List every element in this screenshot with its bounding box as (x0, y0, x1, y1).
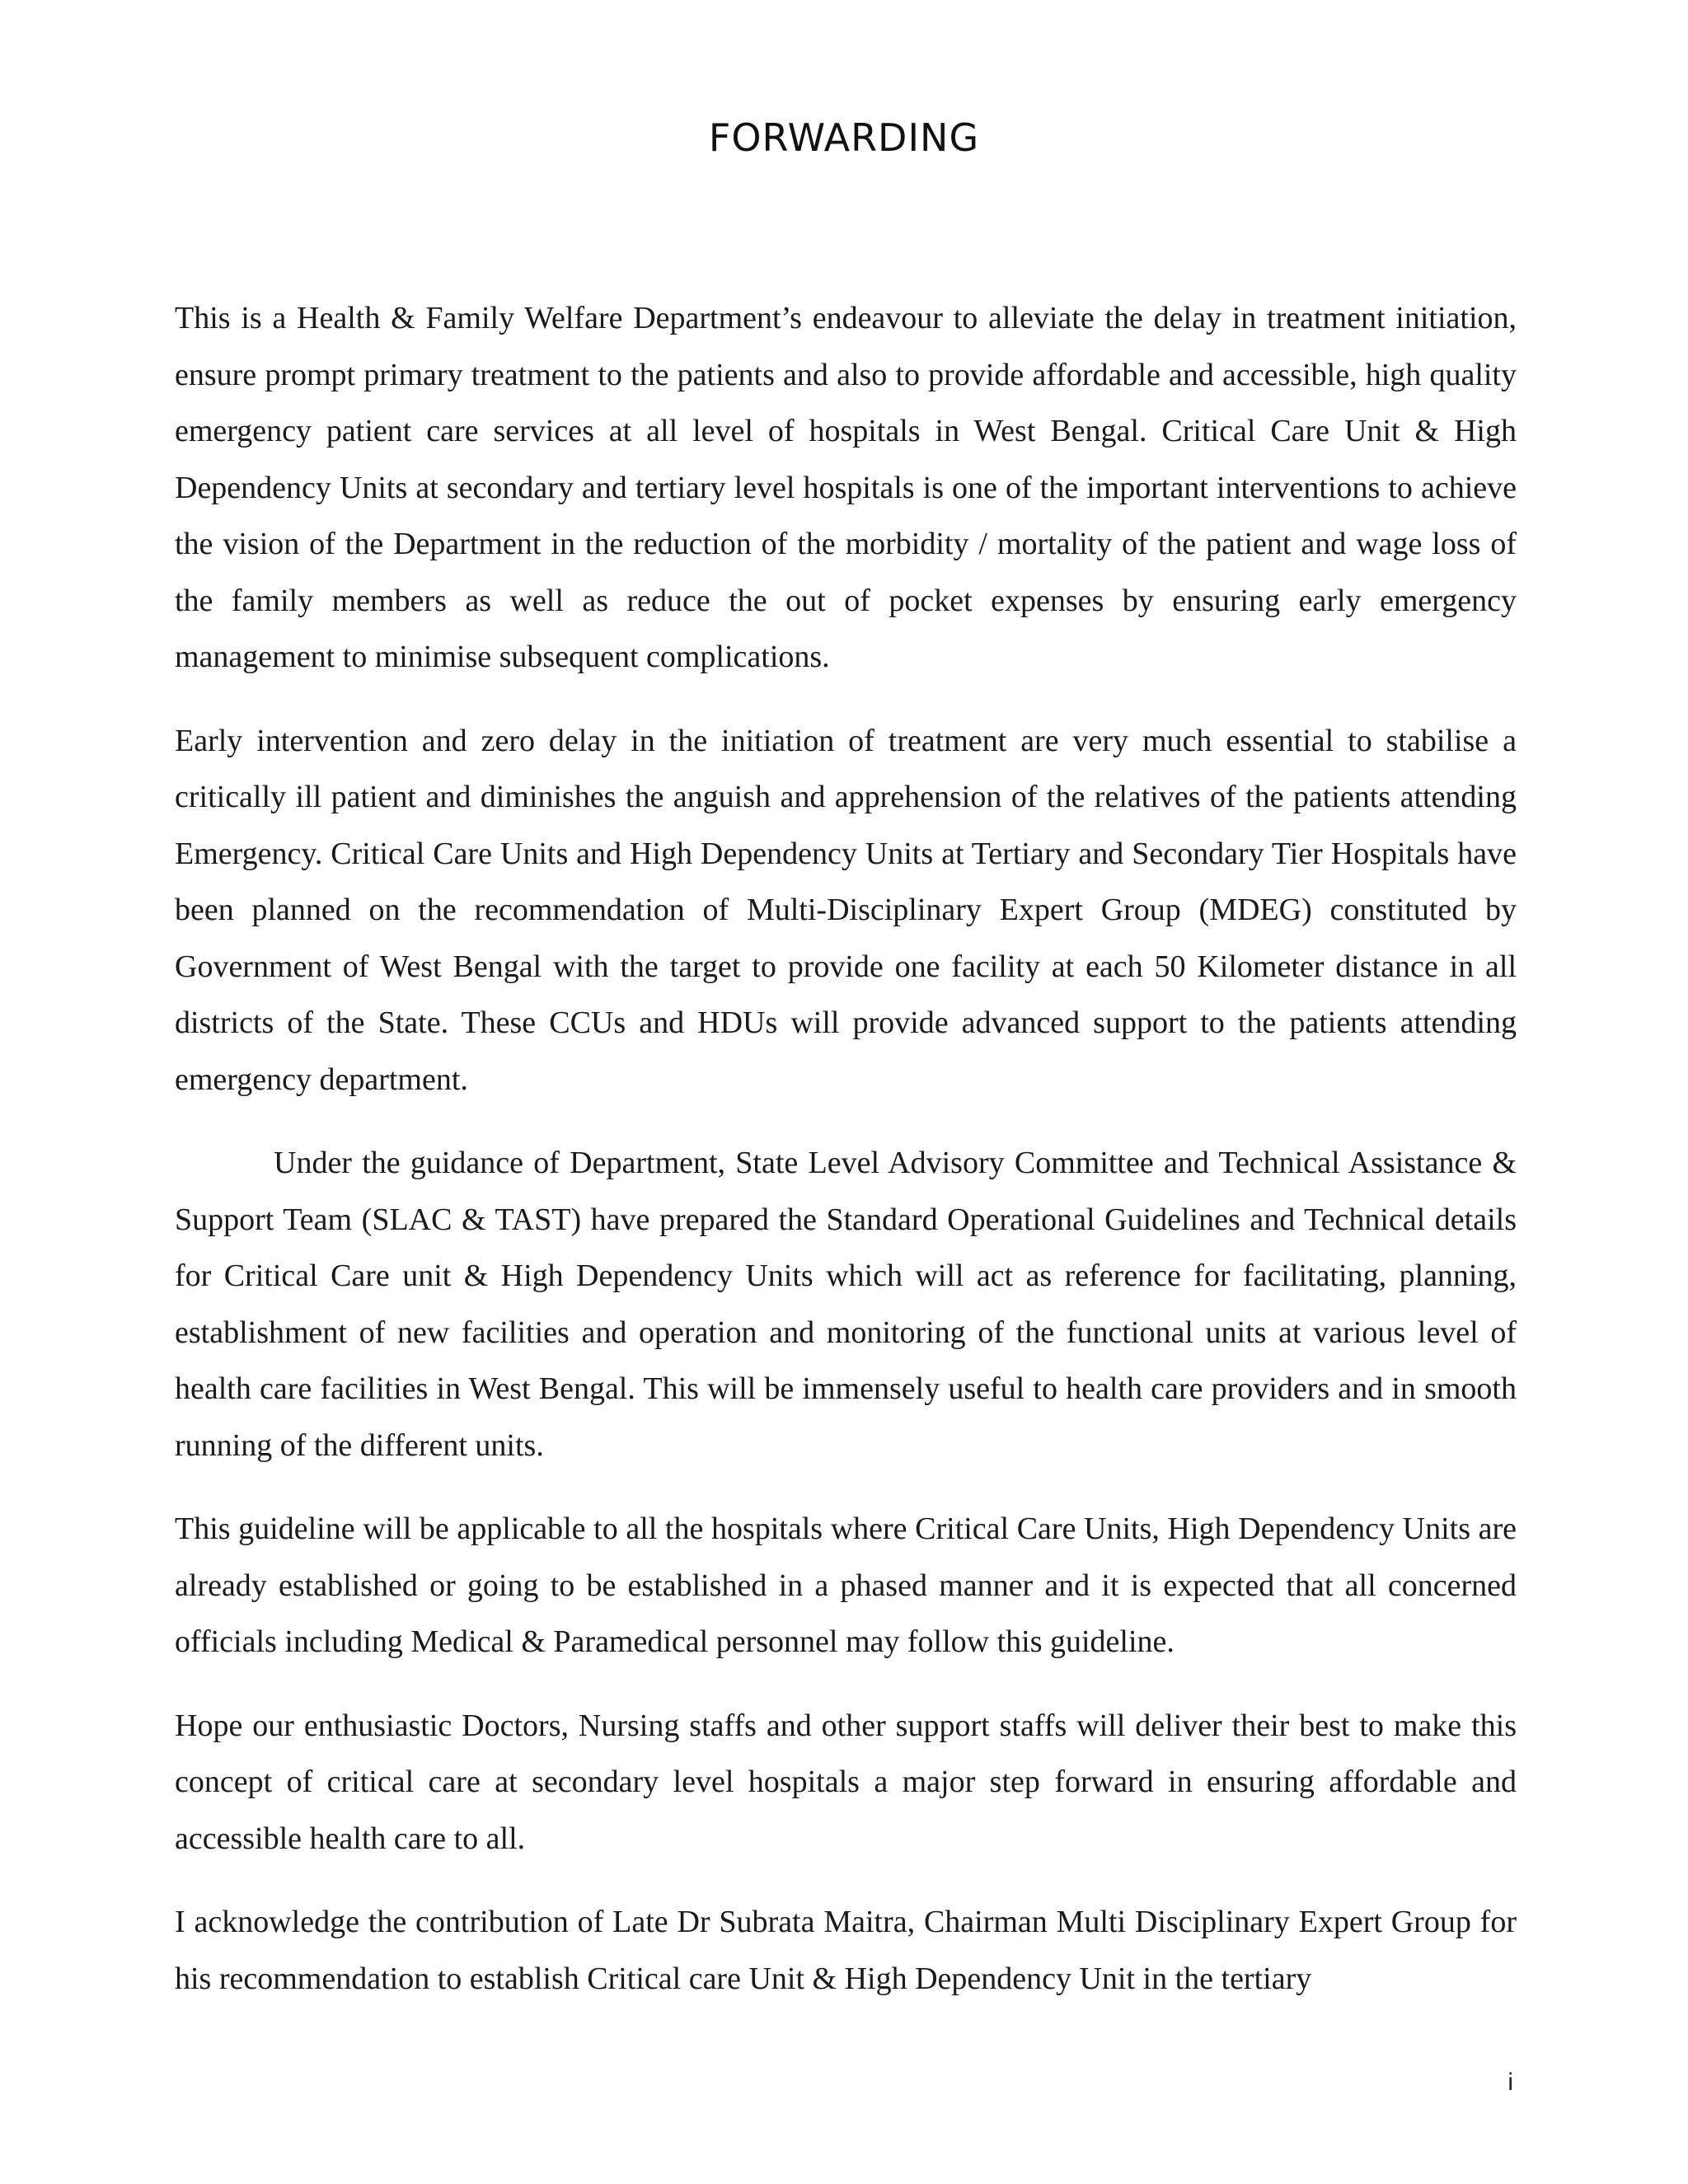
paragraph-6: I acknowledge the contribution of Late Dr Subrata Maitra, Chairman Multi Disciplinary Expert Group for his recommendation to establish Critical care Unit & High Dependency Unit in the tertiary (175, 1905, 1517, 1996)
body-text (175, 290, 1517, 2034)
page-number: i (1507, 2069, 1513, 2096)
paragraph-2: Early intervention and zero delay in the initiation of treatment are very much essential to stabilise a critically ill patient and diminishes the anguish and apprehension of the relatives of the patients attending Emergency. Critical Care Units and High Dependency Units at Tertiary and Secondary Tier Hospitals have been planned on the recommendation of Multi-Disciplinary Expert Group (MDEG) constituted by Government of West Bengal with the target to provide one facility at each 50 Kilometer distance in all districts of the State. These CCUs and HDUs will provide advanced support to the patients attending emergency department. (175, 723, 1517, 1097)
paragraph-5: Hope our enthusiastic Doctors, Nursing staffs and other support staffs will deliver their best to make this concept of critical care at secondary level hospitals a major step forward in ensuring affordable and accessible health care to all. (175, 1708, 1517, 1856)
paragraph-1: This is a Health & Family Welfare Department’s endeavour to alleviate the delay in treatment initiation, ensure prompt primary treatment to the patients and also to provide affordable and accessible, high quality emergency patient care services at all level of hospitals in West Bengal. Critical Care Unit & High Dependency Units at secondary and tertiary level hospitals is one of the important interventions to achieve the vision of the Department in the reduction of the morbidity / mortality of the patient and wage loss of the family members as well as reduce the out of pocket expenses by ensuring early emergency management to minimise subsequent complications. (175, 301, 1517, 674)
page-title: FORWARDING (708, 115, 980, 160)
paragraph-4: This guideline will be applicable to all the hospitals where Critical Care Units, High Dependency Units are already established or going to be established in a phased manner and it is expected that all concerned officials including Medical & Paramedical personnel may follow this guideline. (175, 1511, 1517, 1659)
paragraph-3: Under the guidance of Department, State Level Advisory Committee and Technical Assistance & Support Team (SLAC & TAST) have prepared the Standard Operational Guidelines and Technical details for Critical Care unit & High Dependency Units which will act as reference for facilitating, planning, establishment of new facilities and operation and monitoring of the functional units at various level of health care facilities in West Bengal. This will be immensely useful to health care providers and in smooth running of the different units. (175, 1146, 1517, 1463)
